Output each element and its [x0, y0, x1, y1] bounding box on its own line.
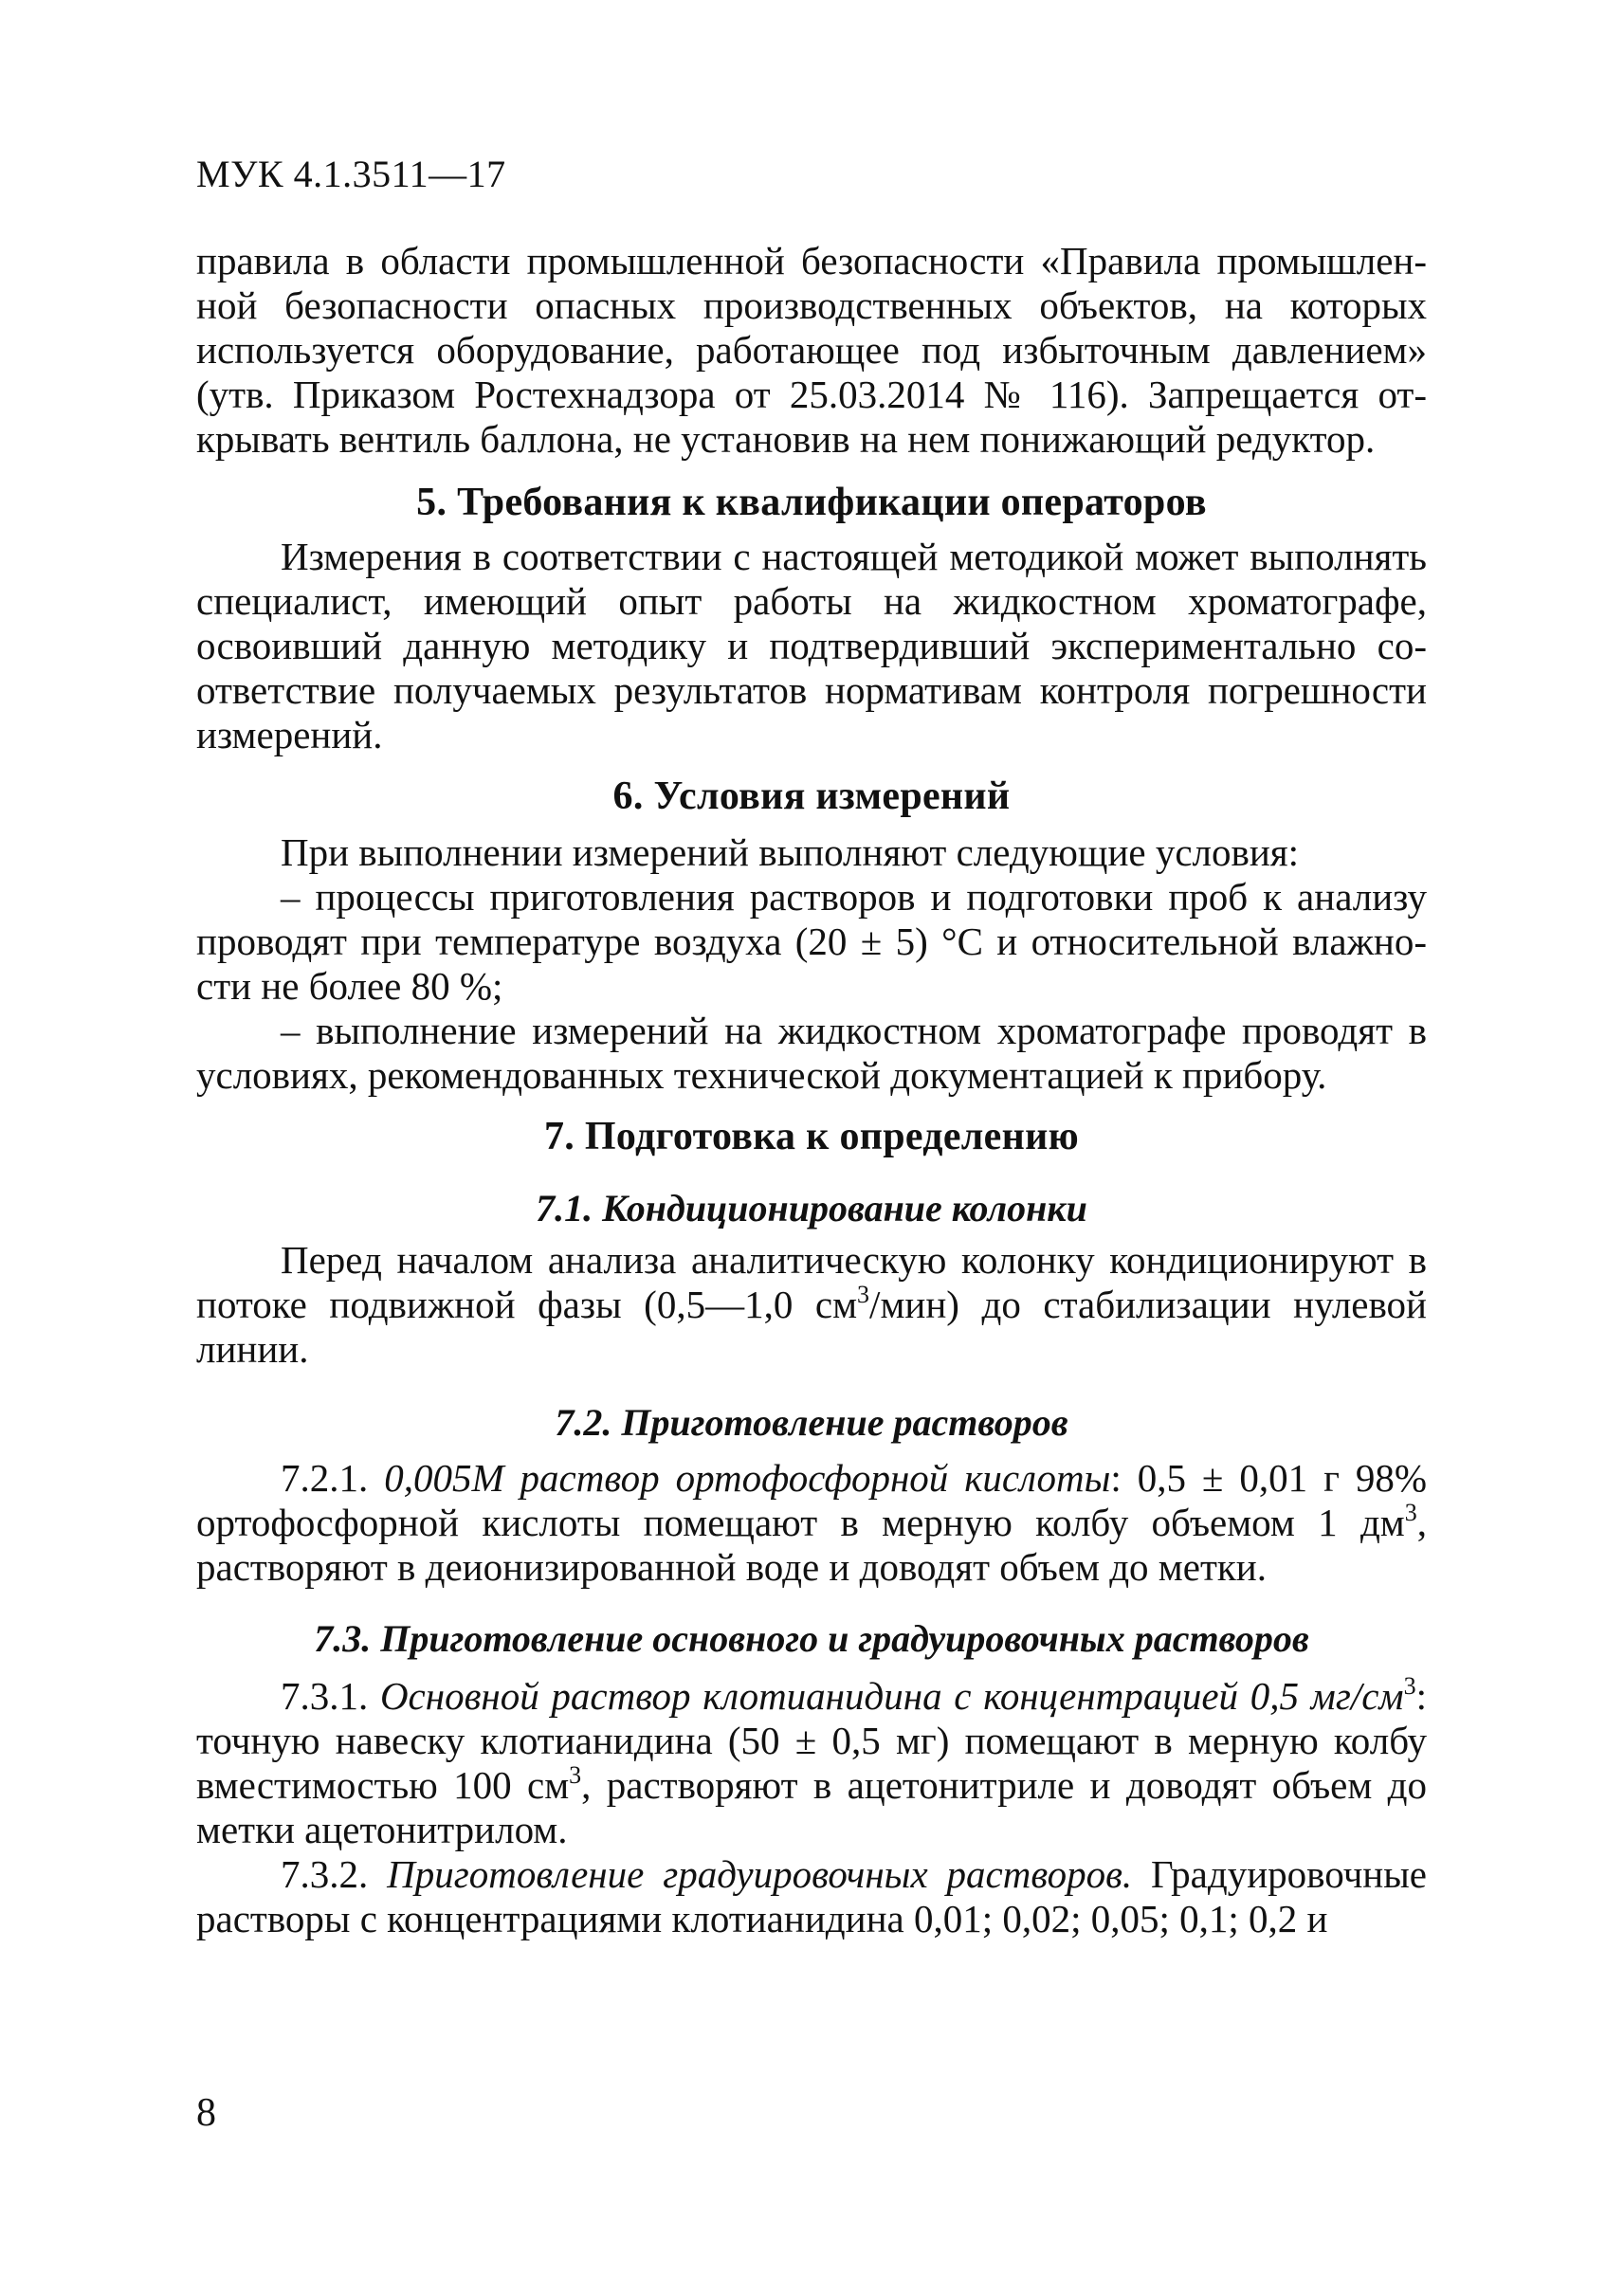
subsection-7-3-title: 7.3. Приготовление основного и градуировочных растворов	[314, 1617, 1309, 1660]
subsection-7-2-1-paragraph: 7.2.1. 0,005М раствор ортофосфорной кислоты: 0,5 ± 0,01 г 98% ортофосфорной кислоты помещают в мерную колбу объемом 1 $дм^3$, растворяют в деионизированной воде и доводят объем до метки.	[196, 1456, 1427, 1589]
subsection-7-1-paragraph: Перед началом анализа аналитическую колонку кондиционируют в потоке подвижной фазы (0,5—1,0 $см^3/мин$) до стабилизации нулевой линии.	[196, 1238, 1427, 1371]
document-body	[196, 239, 1427, 1941]
section-6-lead: При выполнении измерений выполняют следующие условия:	[281, 830, 1300, 874]
section-5-title: 5. Требования к квалификации операторов	[416, 481, 1207, 524]
section-6-item-2: – выполнение измерений на жидкостном хроматографе проводят в условиях, рекомендованных технической документацией к прибору.	[196, 1009, 1427, 1097]
page-number: 8	[196, 2091, 216, 2135]
section-6-item-1: – процессы приготовления растворов и подготовки проб к анализу проводят при температуре воздуха (20 ± 5) °С и относительной влажности не более 80 %;	[196, 875, 1427, 1008]
document-code-header: МУК 4.1.3511—17	[196, 153, 506, 195]
subsection-7-2-title: 7.2. Приготовление растворов	[555, 1401, 1068, 1444]
section-7-title: 7. Подготовка к определению	[544, 1115, 1079, 1158]
subsection-7-3-1-paragraph: 7.3.1. Основной раствор клотианидина с концентрацией 0,5 $мг/см^3$: точную навеску клотианидина (50 ± 0,5 мг) помещают в мерную колбу вместимостью 100 $см^3$, растворяют в ацетонитриле и доводят объем до метки ацетонитрилом.	[196, 1672, 1428, 1851]
subsection-7-3-2-paragraph: 7.3.2. Приготовление градуировочных растворов. Градуировочные растворы с концентрациями клотианидина 0,01; 0,02; 0,05; 0,1; 0,2 и	[196, 1852, 1427, 1940]
section-5-paragraph: Измерения в соответствии с настоящей методикой может выполнять специалист, имеющий опыт работы на жидкостном хроматографе, освоивший данную методику и подтвердивший экспериментально соответствие получаемых результатов нормативам контроля погрешности измерений.	[196, 535, 1427, 756]
intro-paragraph: правила в области промышленной безопасности «Правила промышленной безопасности опасных производственных объектов, на которых используется оборудование, работающее под избыточным давлением» (утв. Приказом Ростехнадзора от 25.03.2014 № 116). Запрещается открывать вентиль баллона, не установив на нем понижающий редуктор.	[196, 239, 1427, 461]
subsection-7-1-title: 7.1. Кондиционирование колонки	[536, 1187, 1087, 1229]
section-6-title: 6. Условия измерений	[612, 774, 1011, 818]
